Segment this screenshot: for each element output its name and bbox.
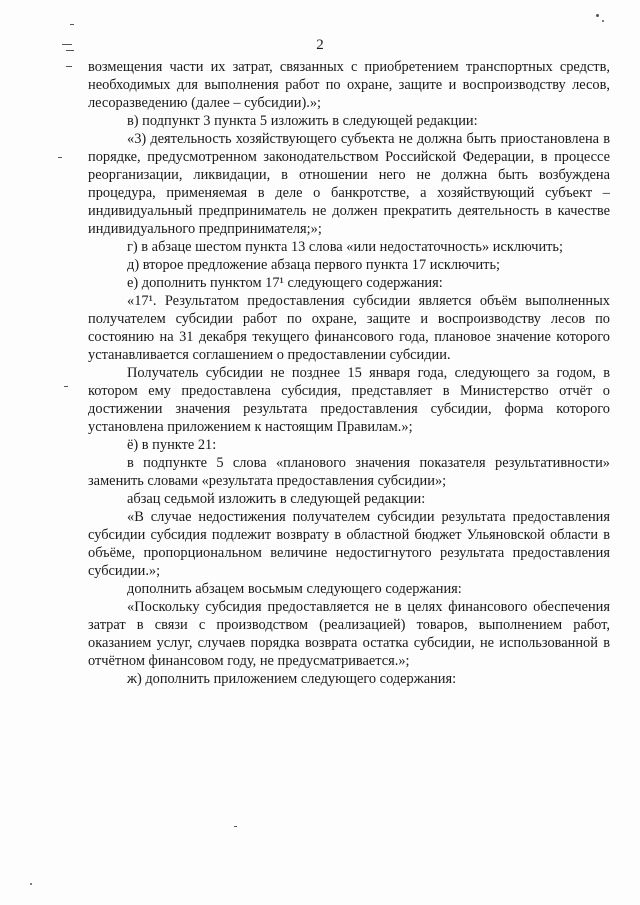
paragraph-7: «17¹. Результатом предоставления субсидии является объём выполненных получателем субсидии работ по охране, защите и воспроизводству лесов по состоянию на 31 декабря текущего финансового года, плановое значение которого устанавливается соглашением о предоставлении субсидии. (88, 293, 610, 363)
paragraph-3: «3) деятельность хозяйствующего субъекта не должна быть приостановлена в порядке, предусмотренном законодательством Российской Федерации, в процессе реорганизации, ликвидации, в отношении него не должна быть возбуждена процедура, применяемая в деле о банкротстве, а хозяйствующий субъект – индивидуальный предприниматель не должен прекратить деятельность в качестве индивидуального предпринимателя;»; (88, 131, 610, 237)
scan-speck (30, 883, 32, 885)
scan-speck (234, 826, 237, 827)
scan-speck (64, 386, 68, 387)
paragraph-14: «Поскольку субсидия предоставляется не в целях финансового обеспечения затрат в связи с производством (реализацией) товаров, выполнением работ, оказанием услуг, случаев порядка возврата остатка субсидии, не использованной в отчётном финансовом году, не предусматривается.»; (88, 599, 610, 669)
scan-speck (596, 14, 599, 17)
paragraph-5: д) второе предложение абзаца первого пункта 17 исключить; (127, 257, 501, 273)
document-body (88, 58, 610, 688)
scan-speck (602, 20, 604, 22)
paragraph-15: ж) дополнить приложением следующего содержания: (127, 671, 457, 687)
scan-speck (70, 24, 74, 25)
paragraph-4: г) в абзаце шестом пункта 13 слова «или недостаточность» исключить; (127, 239, 563, 255)
paragraph-6: е) дополнить пунктом 17¹ следующего содержания: (127, 275, 443, 291)
page-number: 2 (316, 37, 324, 53)
paragraph-10: в подпункте 5 слова «планового значения показателя результативности» заменить словами «результата предоставления субсидии»; (88, 455, 610, 489)
scan-speck (58, 157, 62, 158)
paragraph-8: Получатель субсидии не позднее 15 января года, следующего за годом, в котором ему предоставлена субсидия, представляет в Министерство отчёт о достижении значения результата предоставления субсидии, форма которого установлена приложением к настоящим Правилам.»; (88, 365, 610, 435)
scan-speck (62, 44, 72, 45)
paragraph-2: в) подпункт 3 пункта 5 изложить в следующей редакции: (127, 113, 478, 129)
paragraph-12: «В случае недостижения получателем субсидии результата предоставления субсидии субсидия подлежит возврату в областной бюджет Ульяновской области в объёме, пропорциональном величине недостигнутого результата предоставления субсидии.»; (88, 509, 610, 579)
scan-speck (66, 50, 74, 51)
paragraph-1: возмещения части их затрат, связанных с приобретением транспортных средств, необходимых для выполнения работ по охране, защите и воспроизводству лесов, лесоразведению (далее – субсидии).»; (88, 59, 610, 111)
paragraph-13: дополнить абзацем восьмым следующего содержания: (127, 581, 462, 597)
scan-speck (66, 66, 72, 67)
paragraph-9: ё) в пункте 21: (127, 437, 217, 453)
paragraph-11: абзац седьмой изложить в следующей редакции: (127, 491, 426, 507)
